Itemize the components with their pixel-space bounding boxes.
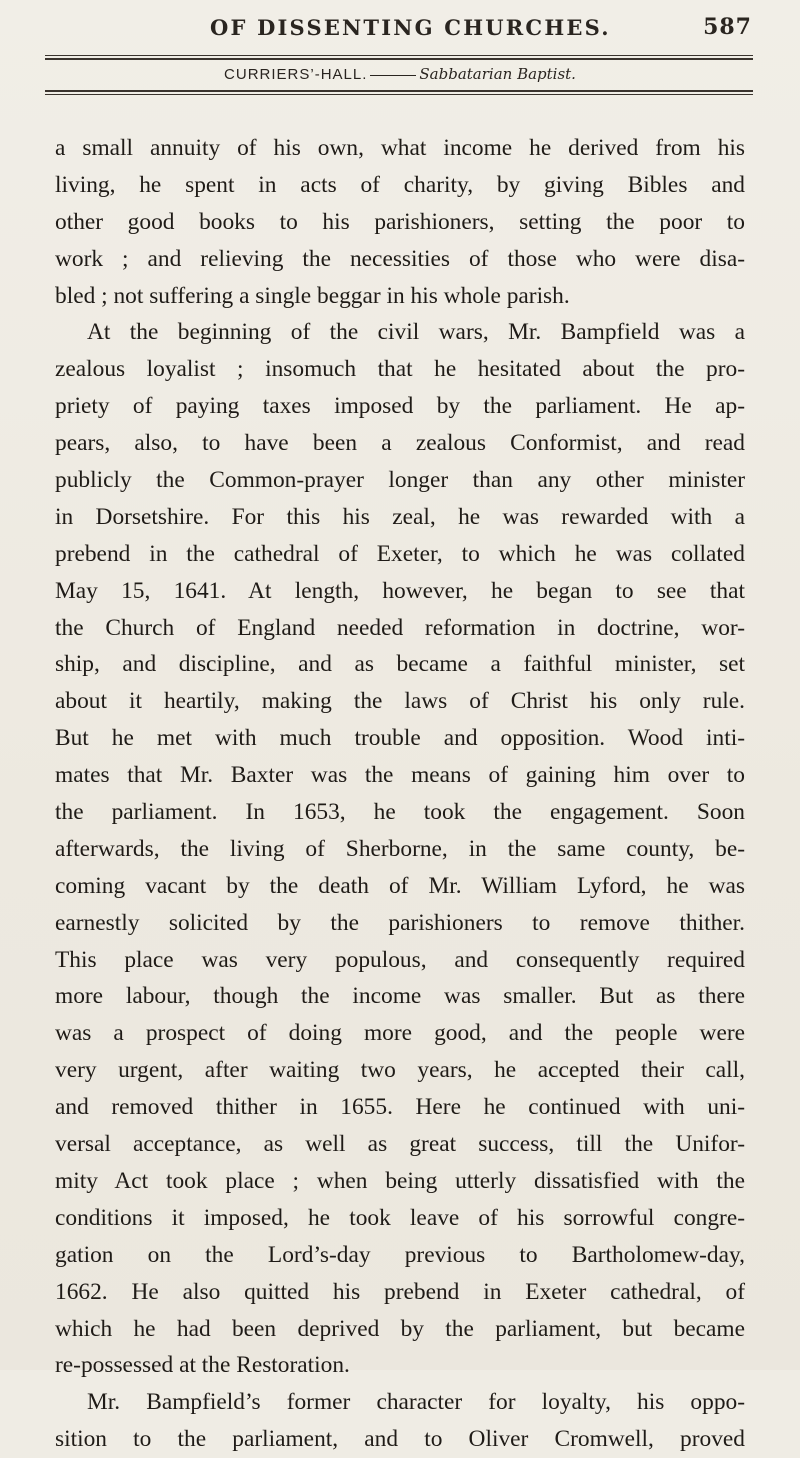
page-number: 587 [703,14,752,40]
text-line: bled ; not suffering a single beggar in his whole parish. [55,282,570,309]
text-line: very urgent, after waiting two years, he accepted their call, [55,1057,745,1084]
text-line: a small annuity of his own, what income he derived from his [55,135,745,161]
text-line: mity Act took place ; when being utterly dissatisfied with the [55,1167,745,1194]
text-line: in Dorsetshire. For this his zeal, he was rewarded with a [55,503,745,530]
text-line: prebend in the cathedral of Exeter, to which he was collated [55,540,745,567]
church-denomination: Sabbatarian Baptist. [419,65,576,83]
text-line: coming vacant by the death of Mr. William Lyford, he was [55,872,745,899]
text-line: versal acceptance, as well as great success, till the Unifor- [55,1131,745,1158]
running-title: OF DISSENTING CHURCHES. [210,15,611,40]
text-line: re-possessed at the Restoration. [55,1352,350,1379]
text-line: mates that Mr. Baxter was the means of gaining him over to [55,762,745,789]
text-line: more labour, though the income was smaller. But as there [55,983,745,1010]
text-line: work ; and relieving the necessities of those who were disa- [55,245,745,272]
text-line: At the beginning of the civil wars, Mr. Bampfield was a [87,319,745,346]
church-place: CURRIERS’-HALL. [224,66,368,83]
section-subhead [0,65,800,83]
text-line: But he met with much trouble and opposition. Wood inti- [55,725,745,752]
running-head [40,15,752,49]
text-line: This place was very populous, and consequently required [55,946,745,973]
text-line: was a prospect of doing more good, and the people were [55,1020,745,1047]
text-line: 1662. He also quitted his prebend in Exeter cathedral, of [55,1278,745,1305]
text-line: which he had been deprived by the parliament, but became [55,1315,745,1342]
text-line: ship, and discipline, and as became a faithful minister, set [55,651,745,678]
text-line: and removed thither in 1655. Here he continued with uni- [55,1094,745,1121]
text-line: about it heartily, making the laws of Christ his only rule. [55,688,745,715]
header-rule-bottom-thick [45,90,753,92]
text-line: afterwards, the living of Sherborne, in the same county, be- [55,835,745,862]
text-line: earnestly solicited by the parishioners to remove thither. [55,909,745,936]
header-rule-top-thick [45,58,753,60]
text-line: pears, also, to have been a zealous Conformist, and read [55,430,745,457]
header-rule-bottom [45,94,753,95]
text-line: the Church of England needed reformation in doctrine, wor- [55,614,745,641]
text-line: conditions it imposed, he took leave of his sorrowful congre- [55,1204,745,1231]
text-line: gation on the Lord’s-day previous to Bartholomew-day, [55,1241,745,1268]
text-line: the parliament. In 1653, he took the engagement. Soon [55,799,745,826]
text-line: Mr. Bampfield’s former character for loyalty, his oppo- [87,1389,745,1416]
text-line: May 15, 1641. At length, however, he began to see that [55,577,745,604]
text-line: publicly the Common-prayer longer than any other minister [55,467,745,494]
text-line: priety of paying taxes imposed by the parliament. He ap- [55,393,745,420]
body-text [55,130,745,1458]
text-line: living, he spent in acts of charity, by giving Bibles and [55,171,745,198]
em-dash-rule [370,75,416,76]
text-line: zealous loyalist ; insomuch that he hesitated about the pro- [55,356,745,383]
text-line: sition to the parliament, and to Oliver Cromwell, proved [55,1426,745,1453]
header-rule-top [45,55,753,56]
text-line: other good books to his parishioners, setting the poor to [55,208,745,235]
